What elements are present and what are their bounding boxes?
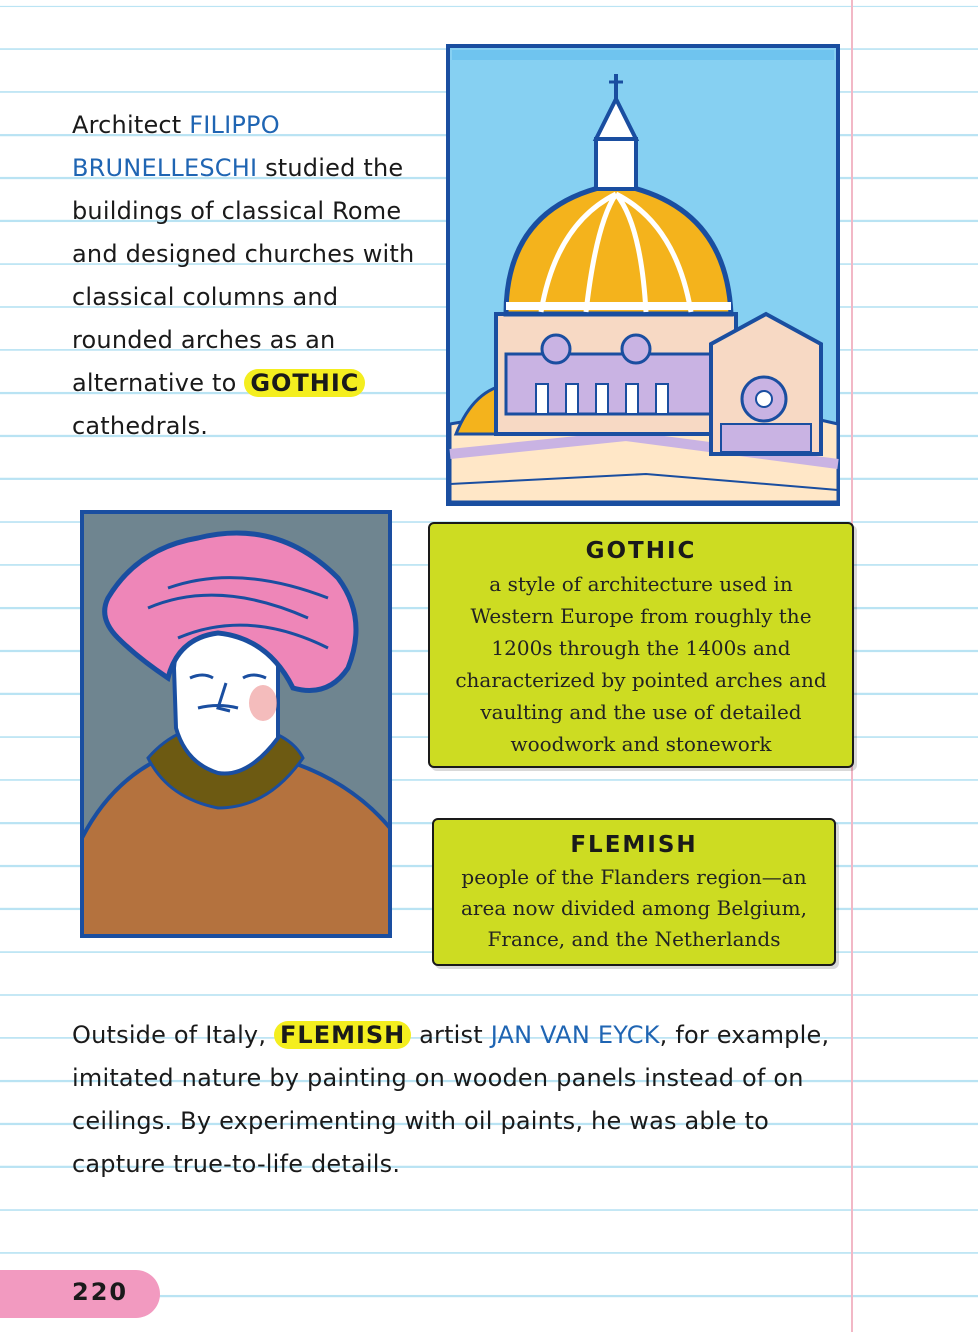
architect-name: FILIPPO BRUNELLESCHI [72, 111, 280, 182]
flemish-highlight: FLEMISH [274, 1021, 411, 1049]
intro-paragraph [72, 104, 432, 448]
gothic-highlight: GOTHIC [244, 369, 365, 397]
intro-text-prefix: Architect [72, 111, 190, 139]
flemish-definition: people of the Flanders region—an area now divided among Belgium, France, and the Netherlands [461, 865, 807, 951]
cathedral-dome-illustration [446, 44, 840, 506]
page-number: 220 [72, 1278, 129, 1306]
outro-text-prefix: Outside of Italy, [72, 1021, 274, 1049]
gothic-definition-box [428, 522, 854, 768]
flemish-term: FLEMISH [570, 832, 698, 858]
gothic-term: GOTHIC [585, 538, 697, 564]
intro-text-suffix: cathedrals. [72, 412, 209, 440]
artist-name: JAN VAN EYCK [490, 1021, 660, 1049]
outro-paragraph [72, 1014, 832, 1186]
outro-text-middle: artist [411, 1021, 491, 1049]
intro-text-middle: studied the buildings of classical Rome and designed churches with classical columns and rounded arches as an alternative to [72, 154, 415, 397]
flemish-definition-box [432, 818, 836, 966]
gothic-definition: a style of architecture used in Western Europe from roughly the 1200s through the 1400s and characterized by pointed arches and vaulting and the use of detailed woodwork and stonework [455, 572, 827, 756]
van-eyck-portrait-illustration [78, 508, 396, 940]
outro-text-suffix: , for example, imitated nature by painting on wooden panels instead of on ceilings. By experimenting with oil paints, he was able to capture true-to-life details. [72, 1021, 830, 1178]
